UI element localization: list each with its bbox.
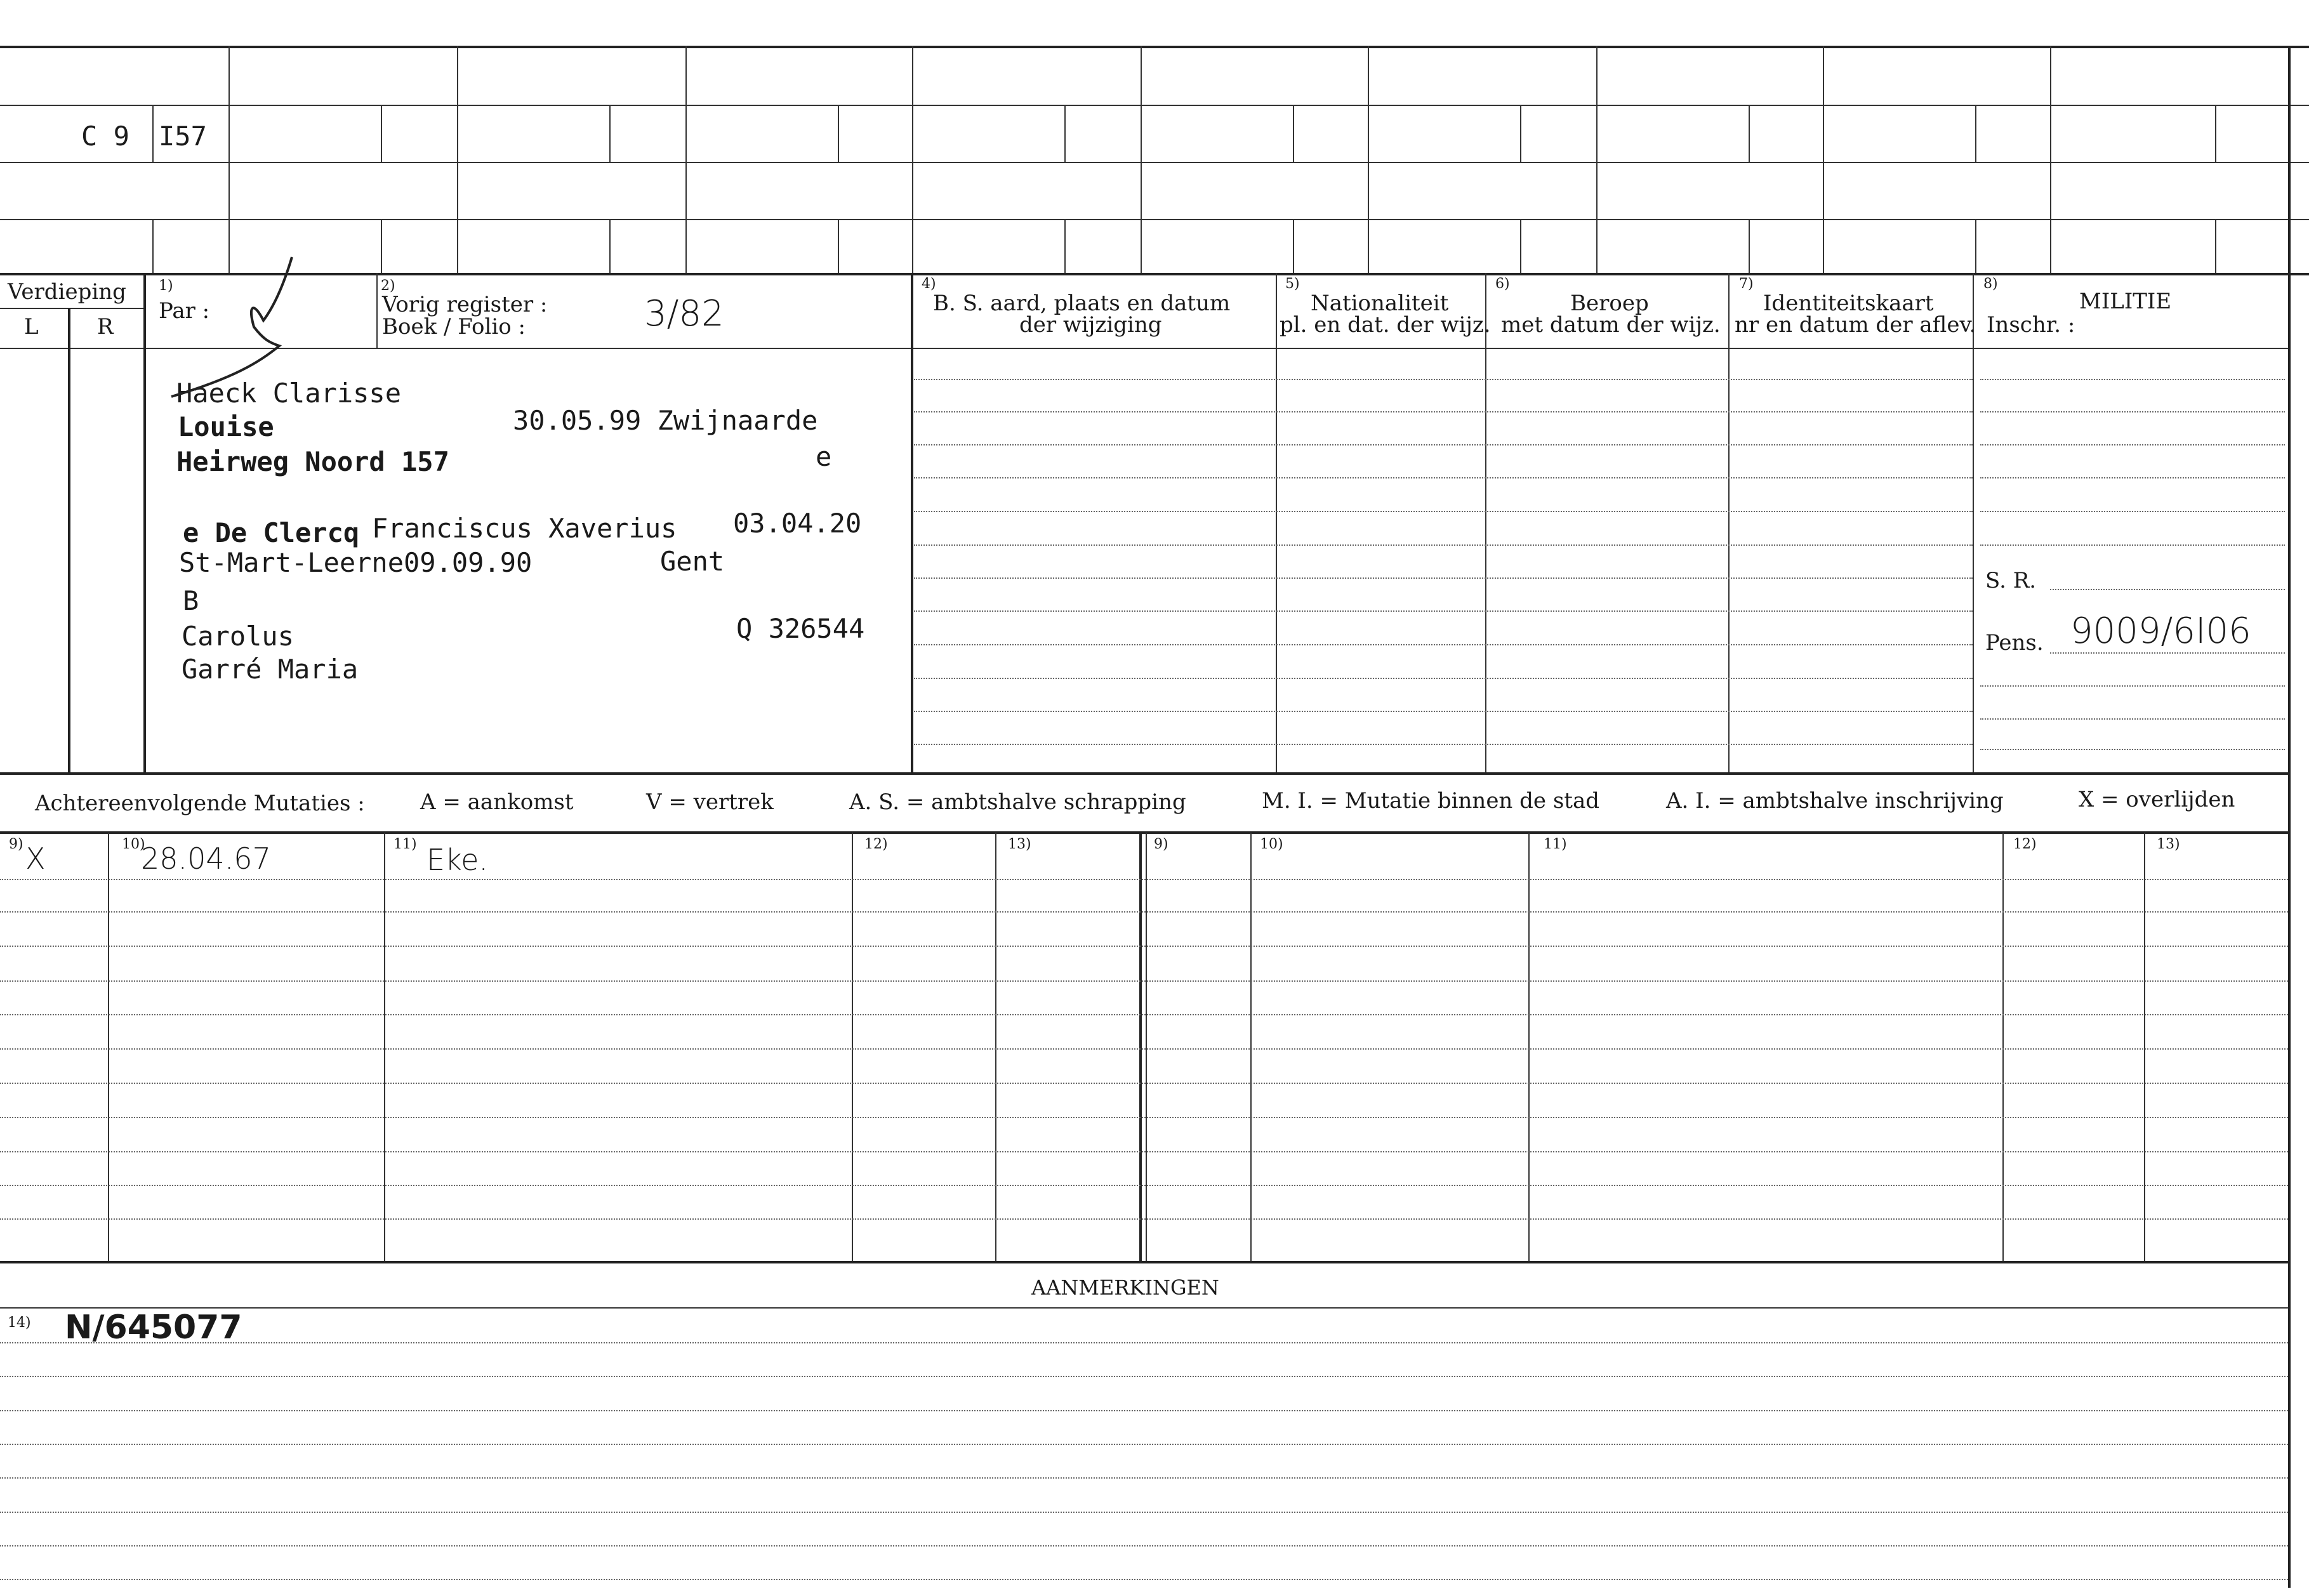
mut-n12-right: 12) [2013, 836, 2037, 852]
top-grid-line [0, 162, 2309, 163]
id-line2: nr en datum der aflev. [1735, 312, 1976, 338]
sr-line [2050, 589, 2285, 590]
pens-value: 9009/6I06 [2070, 610, 2251, 652]
pens-line [2050, 652, 2285, 654]
card-code-number: I57 [159, 121, 207, 152]
top-grid-divider [912, 46, 913, 273]
militie-line [1980, 411, 2285, 412]
top-grid-divider [1749, 219, 1750, 273]
legend-as: A. S. = ambtshalve schrapping [849, 789, 1186, 815]
top-grid-divider [609, 105, 611, 162]
grid-row-line [914, 678, 1973, 679]
mut-n11-left: 11) [394, 836, 417, 852]
person-line-3-extra: e [816, 441, 832, 472]
legend-title: Achtereenvolgende Mutaties : [35, 791, 365, 816]
card-code-left: C 9 [81, 121, 129, 152]
field-number-6: 6) [1495, 276, 1510, 292]
remarks-line [0, 1376, 2288, 1377]
mutation-row-line [0, 1151, 2288, 1152]
remarks-line [0, 1512, 2288, 1513]
legend-a: A = aankomst [420, 789, 574, 815]
nat-line1: Nationaliteit [1311, 291, 1449, 316]
bs-line1: B. S. aard, plaats en datum [933, 291, 1231, 316]
top-grid-divider [1596, 46, 1598, 273]
militie-line [1980, 444, 2285, 445]
person-line-7-number: Q 326544 [736, 613, 865, 644]
mutations-col-divider [1146, 833, 1147, 1261]
person-line-8: Garré Maria [182, 654, 359, 685]
remarks-title: AANMERKINGEN [1031, 1276, 1219, 1300]
person-line-6: B [183, 585, 199, 616]
top-grid-divider [838, 219, 839, 273]
top-grid-divider [1064, 105, 1066, 162]
col-r-label: R [97, 314, 114, 340]
mutation-row-line [0, 1048, 2288, 1050]
id-line1: Identiteitskaart [1763, 291, 1934, 316]
l-r-divider [68, 308, 70, 774]
person-line-2-name: Louise [178, 411, 274, 442]
person-line-5: St-Mart-Leerne09.09.90 [179, 547, 533, 578]
mutation-row-line [0, 1117, 2288, 1118]
top-grid-divider [1975, 219, 1976, 273]
field-number-4: 4) [922, 276, 936, 292]
top-grid-divider [381, 219, 382, 273]
grid-row-line [914, 644, 1973, 645]
mutations-col-divider [108, 833, 109, 1261]
sr-label: S. R. [1985, 568, 2037, 593]
verdieping-sub-line [0, 308, 145, 309]
mutation-row-line [0, 1014, 2288, 1015]
remarks-value: N/645077 [65, 1309, 242, 1347]
col-l-label: L [24, 314, 39, 340]
top-grid-divider [1520, 105, 1521, 162]
top-grid-divider [1823, 46, 1824, 273]
legend-mi: M. I. = Mutatie binnen de stad [1262, 788, 1599, 814]
grid-row-line [914, 511, 1973, 512]
grid-row-line [914, 544, 1973, 546]
militie-line [1980, 718, 2285, 720]
person-line-2-date-place: 30.05.99 Zwijnaarde [513, 405, 818, 436]
grid-row-line [914, 477, 1973, 478]
verdieping-label: Verdieping [8, 279, 126, 305]
mut-n13-right: 13) [2157, 836, 2180, 852]
remarks-line [0, 1545, 2288, 1547]
grid-row-line [914, 610, 1973, 612]
mutations-top-line [0, 831, 2288, 834]
inschr-label: Inschr. : [1987, 312, 2075, 338]
field-number-2: 2) [381, 278, 395, 294]
top-grid-divider [838, 105, 839, 162]
top-grid-divider [1520, 219, 1521, 273]
legend-v: V = vertrek [646, 789, 774, 815]
top-grid-line [0, 105, 2309, 106]
par-signature-mark [159, 251, 305, 403]
remarks-line [0, 1342, 2288, 1343]
top-grid-divider [1141, 46, 1142, 273]
header-bottom-line [0, 348, 2288, 349]
top-grid-divider [2215, 105, 2216, 162]
mut-n9-left: 9) [9, 836, 23, 852]
top-grid-divider [228, 46, 230, 273]
grid-row-line [914, 379, 1973, 380]
person-line-1: Haeck Clarisse [176, 378, 402, 409]
grid-row-line [914, 444, 1973, 445]
legend-top-line [0, 772, 2288, 775]
person-line-5-place: Gent [660, 546, 725, 577]
top-grid-divider [1293, 105, 1294, 162]
legend-x: X = overlijden [2079, 787, 2235, 812]
person-line-4-rest: Franciscus Xaverius [372, 513, 677, 544]
grid-row-line [914, 411, 1973, 412]
mutations-col-divider [852, 833, 853, 1261]
mutations-col-divider [1250, 833, 1252, 1261]
mut-n10-right: 10) [1260, 836, 1283, 852]
top-grid-line [0, 219, 2309, 220]
mutation-row-line [0, 1083, 2288, 1084]
top-border [0, 46, 2309, 48]
mutations-col-divider [1528, 833, 1530, 1261]
top-grid-divider [1064, 219, 1066, 273]
nat-line2: pl. en dat. der wijz. [1280, 312, 1491, 338]
remarks-top-line [0, 1261, 2288, 1263]
mutation-row-line [0, 980, 2288, 982]
mutation-row-line [0, 911, 2288, 913]
person-line-4-name: e De Clercq [183, 517, 360, 548]
boek-folio-label: Boek / Folio : [382, 314, 526, 340]
col-divider [1973, 273, 1974, 774]
field-number-1: 1) [159, 278, 173, 294]
militie-line [1980, 749, 2285, 750]
mutation-row-line [0, 1218, 2288, 1220]
register-divider [376, 273, 378, 348]
mutation-row-line [0, 879, 2288, 880]
par-label: Par : [159, 298, 210, 324]
pens-label: Pens. [1985, 630, 2044, 656]
mut-n9-right: 9) [1154, 836, 1168, 852]
militie-line [1980, 685, 2285, 687]
remarks-line [0, 1410, 2288, 1411]
mut-n11-right: 11) [1544, 836, 1567, 852]
mutations-col-divider [2144, 833, 2145, 1261]
militie-label: MILITIE [2079, 289, 2172, 314]
mutation-row1-place: Eke. [427, 843, 488, 877]
militie-line [1980, 544, 2285, 546]
right-border [2288, 46, 2291, 1588]
mut-n10-left: 10) [122, 836, 145, 852]
left-block-divider [143, 273, 146, 774]
field-number-7: 7) [1739, 276, 1754, 292]
vorig-register-label: Vorig register : [382, 292, 548, 317]
person-block-right [911, 273, 913, 774]
person-line-3: Heirweg Noord 157 [176, 446, 449, 477]
top-grid-divider [152, 105, 154, 162]
mutation-row-line [0, 1185, 2288, 1186]
mutations-col-divider [995, 833, 996, 1261]
mutation-row1-date: 28.04.67 [141, 841, 271, 876]
militie-line [1980, 379, 2285, 380]
top-grid-divider [609, 219, 611, 273]
top-grid-divider [2215, 219, 2216, 273]
mutations-col-divider [384, 833, 385, 1261]
remarks-field-number: 14) [8, 1315, 31, 1331]
top-grid-divider [457, 46, 458, 273]
mut-n13-left: 13) [1008, 836, 1031, 852]
top-grid-divider [152, 219, 154, 273]
mut-n12-left: 12) [864, 836, 888, 852]
remarks-line [0, 1477, 2288, 1479]
top-grid-divider [1368, 46, 1369, 273]
header-top-line [0, 273, 2309, 275]
mutation-row-line [0, 946, 2288, 947]
militie-line [1980, 477, 2285, 478]
col-divider [1276, 273, 1277, 774]
col-divider [1728, 273, 1730, 774]
top-grid-divider [685, 46, 687, 273]
militie-line [1980, 511, 2285, 512]
field-number-5: 5) [1285, 276, 1300, 292]
top-grid-divider [381, 105, 382, 162]
beroep-line1: Beroep [1570, 291, 1649, 316]
grid-row-line [914, 744, 1973, 745]
beroep-line2: met datum der wijz. [1501, 312, 1721, 338]
remarks-line [0, 1444, 2288, 1445]
top-grid-divider [1749, 105, 1750, 162]
col-divider [1485, 273, 1486, 774]
boek-folio-value: 3/82 [644, 293, 724, 334]
grid-row-line [914, 711, 1973, 712]
legend-ai: A. I. = ambtshalve inschrijving [1666, 788, 2004, 814]
bs-line2: der wijziging [1019, 312, 1162, 338]
field-number-8: 8) [1983, 276, 1998, 292]
person-line-4-date: 03.04.20 [733, 508, 862, 539]
mutation-row1-type: X [25, 841, 46, 876]
mutations-col-divider [2002, 833, 2004, 1261]
remarks-title-line [0, 1307, 2288, 1309]
mutations-center-divider [1139, 833, 1142, 1261]
top-grid-divider [1293, 219, 1294, 273]
grid-row-line [914, 577, 1973, 579]
top-grid-divider [2050, 46, 2051, 273]
remarks-line [0, 1579, 2288, 1580]
top-grid-divider [1975, 105, 1976, 162]
person-line-7: Carolus [182, 621, 294, 652]
